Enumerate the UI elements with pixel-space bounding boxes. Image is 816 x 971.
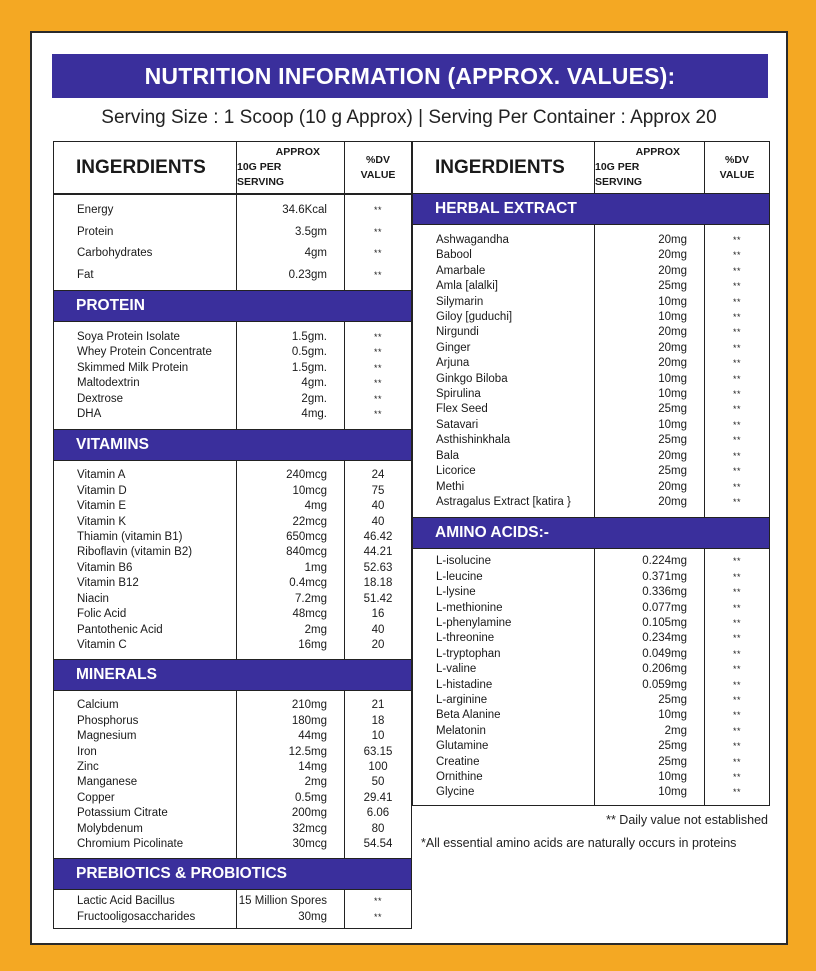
ingredient-name: Fat — [77, 268, 94, 281]
amount-column — [237, 461, 345, 659]
ingredient-amount: 0.059mg — [642, 678, 687, 691]
ingredient-amount: 32mcg — [292, 822, 327, 835]
ingredient-amount: 2gm. — [301, 392, 327, 405]
ingredient-amount: 20mg — [658, 341, 687, 354]
ingredient-dv: 44.21 — [363, 546, 393, 559]
ingredient-dv: 29.41 — [363, 791, 393, 804]
ingredient-dv: ** — [732, 556, 741, 567]
ingredient-name: Niacin — [77, 592, 109, 605]
ingredient-column — [54, 890, 237, 928]
ingredient-dv: ** — [373, 378, 382, 389]
dv-column — [345, 691, 411, 858]
ingredient-amount: 1.5gm. — [291, 361, 327, 374]
ingredient-name: Giloy [guduchi] — [436, 311, 513, 324]
ingredient-name: L-tryptophan — [436, 647, 501, 660]
ingredient-name: Fructooligosaccharides — [77, 910, 196, 923]
dv-column — [345, 461, 411, 659]
ingredient-name: Satavari — [436, 418, 479, 431]
ingredient-name: Ginger — [436, 341, 471, 354]
minerals-block — [53, 690, 412, 859]
ingredient-amount: 10mg — [658, 418, 687, 431]
ingredient-amount: 0.23gm — [288, 268, 327, 281]
header-dv-line2: VALUE — [360, 168, 396, 181]
ingredient-name: Pantothenic Acid — [77, 623, 163, 636]
ingredient-amount: 180mg — [291, 714, 327, 727]
ingredient-dv: ** — [373, 226, 382, 237]
ingredient-name: Dextrose — [77, 392, 124, 405]
ingredient-name: Magnesium — [77, 730, 137, 743]
ingredient-name: Methi — [436, 480, 465, 493]
ingredient-dv: 20 — [371, 638, 385, 651]
ingredient-name: Arjuna — [436, 357, 470, 370]
ingredient-dv: ** — [732, 481, 741, 492]
ingredient-amount: 210mg — [291, 699, 327, 712]
ingredient-dv: ** — [373, 347, 382, 358]
amount-column — [237, 195, 345, 290]
ingredient-amount: 25mg — [658, 434, 687, 447]
ingredient-column — [413, 225, 595, 517]
ingredient-amount: 4mg — [304, 500, 327, 513]
ingredient-name: Riboflavin (vitamin B2) — [77, 546, 193, 559]
ingredient-name: L-phenylamine — [436, 616, 512, 629]
ingredient-dv: 24 — [371, 469, 385, 482]
ingredient-name: Molybdenum — [77, 822, 143, 835]
ingredient-name: Melatonin — [436, 724, 486, 737]
ingredient-dv: 40 — [371, 500, 385, 513]
ingredient-amount: 0.206mg — [642, 663, 687, 676]
ingredient-name: Creatine — [436, 755, 480, 768]
ingredient-amount: 10mg — [658, 372, 687, 385]
herbal-block — [412, 224, 770, 518]
ingredient-amount: 0.5gm. — [291, 346, 327, 359]
dv-column — [345, 322, 411, 429]
ingredient-name: Manganese — [77, 776, 138, 789]
ingredient-dv: 6.06 — [366, 807, 390, 820]
ingredient-name: Beta Alanine — [436, 709, 501, 722]
ingredient-dv: ** — [732, 741, 741, 752]
ingredient-amount: 0.105mg — [642, 616, 687, 629]
ingredient-name: Iron — [77, 745, 97, 758]
ingredient-dv: ** — [732, 587, 741, 598]
amino-block — [412, 548, 770, 806]
ingredient-name: Spirulina — [436, 388, 481, 401]
table-header — [53, 141, 412, 194]
dv-column — [705, 549, 769, 805]
right-table — [412, 141, 770, 806]
header-dv-line2: VALUE — [719, 168, 755, 181]
page-title: NUTRITION INFORMATION (APPROX. VALUES): — [52, 54, 768, 98]
ingredient-amount: 20mg — [658, 326, 687, 339]
header-dv — [345, 142, 411, 193]
ingredient-dv: ** — [373, 409, 382, 420]
ingredient-name: Vitamin D — [77, 484, 127, 497]
header-ingredients: INGERDIENTS — [54, 142, 237, 193]
ingredient-amount: 20mg — [658, 449, 687, 462]
dv-column — [705, 225, 769, 517]
ingredient-amount: 48mcg — [292, 608, 327, 621]
ingredient-column — [54, 195, 237, 290]
ingredient-dv: ** — [732, 389, 741, 400]
ingredient-dv: ** — [732, 648, 741, 659]
header-approx-line1: APPROX — [635, 146, 680, 158]
ingredient-name: Maltodextrin — [77, 377, 140, 390]
ingredient-amount: 12.5mg — [288, 745, 327, 758]
ingredient-name: Soya Protein Isolate — [77, 331, 180, 343]
ingredient-dv: ** — [373, 393, 382, 404]
ingredient-column — [54, 322, 237, 429]
ingredient-dv: 54.54 — [363, 837, 393, 850]
ingredient-name: Whey Protein Concentrate — [77, 346, 212, 359]
ingredient-amount: 20mg — [658, 495, 687, 508]
ingredient-name: L-arginine — [436, 693, 488, 706]
ingredient-dv: ** — [732, 772, 741, 782]
ingredient-amount: 0.336mg — [642, 586, 687, 599]
ingredient-name: Skimmed Milk Protein — [77, 361, 189, 374]
ingredient-amount: 25mg — [658, 465, 687, 478]
header-approx — [237, 142, 345, 193]
ingredient-name: Vitamin B6 — [77, 561, 133, 574]
ingredient-dv: ** — [732, 633, 741, 644]
ingredient-dv: ** — [732, 342, 741, 353]
ingredient-name: Ornithine — [436, 771, 483, 783]
ingredient-name: Amla [alalki] — [436, 280, 498, 293]
ingredient-column — [413, 549, 595, 805]
ingredient-name: L-isolucine — [436, 555, 491, 568]
ingredient-amount: 30mcg — [292, 837, 327, 850]
section-vitamins-title: VITAMINS — [53, 430, 412, 460]
ingredient-name: L-threonine — [436, 632, 495, 645]
ingredient-amount: 840mcg — [286, 546, 327, 559]
ingredient-name: Flex Seed — [436, 403, 488, 416]
ingredient-amount: 0.234mg — [642, 632, 687, 645]
ingredient-name: DHA — [77, 408, 102, 421]
ingredient-amount: 20mg — [658, 249, 687, 262]
ingredient-name: Vitamin E — [77, 500, 127, 513]
ingredient-name: Energy — [77, 204, 114, 216]
ingredient-dv: 16 — [371, 608, 385, 621]
ingredient-amount: 3.5gm — [295, 225, 327, 238]
ingredient-dv: ** — [732, 466, 741, 477]
ingredient-dv: ** — [732, 235, 741, 245]
ingredient-name: Silymarin — [436, 295, 484, 308]
ingredient-dv: ** — [373, 896, 382, 907]
nutrition-panel — [30, 31, 788, 945]
ingredient-dv: 18.18 — [363, 577, 393, 590]
ingredient-dv: ** — [732, 435, 741, 446]
ingredient-name: Amarbale — [436, 264, 486, 277]
basic-block — [53, 194, 412, 291]
ingredient-dv: 21 — [371, 699, 385, 712]
ingredient-name: Nirgundi — [436, 326, 479, 339]
ingredient-amount: 14mg — [298, 760, 327, 773]
ingredient-dv: ** — [732, 419, 741, 430]
ingredient-dv: ** — [732, 358, 741, 369]
ingredient-amount: 4gm. — [301, 377, 327, 390]
ingredient-amount: 1mg — [304, 561, 327, 574]
section-prebiotics-title: PREBIOTICS & PROBIOTICS — [53, 859, 412, 889]
ingredient-dv: 75 — [371, 484, 385, 497]
ingredient-dv: ** — [373, 332, 382, 342]
ingredient-name: L-lysine — [436, 586, 476, 599]
amount-column — [595, 225, 705, 517]
ingredient-amount: 0.077mg — [642, 601, 687, 614]
ingredient-dv: ** — [732, 296, 741, 307]
ingredient-amount: 7.2mg — [295, 592, 327, 605]
ingredient-amount: 25mg — [658, 740, 687, 753]
ingredient-amount: 20mg — [658, 234, 687, 246]
ingredient-name: Astragalus Extract [katira } — [436, 495, 571, 508]
ingredient-name: Phosphorus — [77, 714, 139, 727]
ingredient-name: Chromium Picolinate — [77, 837, 184, 850]
section-protein-title: PROTEIN — [53, 291, 412, 321]
ingredient-dv: ** — [373, 362, 382, 373]
ingredient-name: Ginkgo Biloba — [436, 372, 508, 385]
ingredient-name: Thiamin (vitamin B1) — [77, 531, 183, 544]
ingredient-name: L-histadine — [436, 678, 493, 691]
ingredient-name: Carbohydrates — [77, 247, 153, 259]
ingredient-dv: ** — [732, 250, 741, 261]
ingredient-dv: ** — [732, 710, 741, 721]
ingredient-amount: 2mg — [304, 623, 327, 636]
ingredient-name: Glycine — [436, 786, 475, 799]
ingredient-name: Copper — [77, 791, 115, 804]
ingredient-dv: 10 — [371, 730, 385, 743]
ingredient-amount: 10mg — [658, 709, 687, 722]
header-approx-line1: APPROX — [275, 146, 320, 158]
ingredient-amount: 0.049mg — [642, 647, 687, 660]
section-herbal-title: HERBAL EXTRACT — [412, 194, 770, 224]
ingredient-amount: 0.224mg — [642, 555, 687, 568]
ingredient-amount: 30mg — [298, 910, 327, 923]
ingredient-dv: 100 — [368, 760, 388, 773]
ingredient-amount: 25mg — [658, 755, 687, 768]
ingredient-name: Potassium Citrate — [77, 807, 168, 820]
ingredient-name: Vitamin A — [77, 469, 126, 482]
ingredient-amount: 0.5mg — [295, 791, 327, 804]
ingredient-name: Zinc — [77, 760, 99, 773]
ingredient-amount: 10mg — [658, 771, 687, 783]
ingredient-dv: 63.15 — [363, 745, 393, 758]
amount-column — [237, 890, 345, 928]
ingredient-amount: 25mg — [658, 280, 687, 293]
header-approx-line2: 10G PER SERVING — [237, 161, 285, 188]
prebiotics-block — [53, 889, 412, 929]
dv-column — [345, 195, 411, 290]
ingredient-dv: 51.42 — [363, 592, 393, 605]
ingredient-dv: ** — [373, 205, 382, 215]
ingredient-dv: 40 — [371, 623, 385, 636]
header-approx — [595, 142, 705, 193]
ingredient-amount: 15 Million Spores — [238, 895, 327, 908]
ingredient-dv: ** — [732, 617, 741, 628]
ingredient-amount: 16mg — [298, 638, 327, 651]
ingredient-amount: 10mg — [658, 388, 687, 401]
ingredient-dv: ** — [732, 281, 741, 292]
ingredient-amount: 240mcg — [286, 469, 327, 482]
ingredient-amount: 10mg — [658, 295, 687, 308]
amino-footnote: *All essential amino acids are naturally occurs in proteins — [421, 836, 737, 850]
ingredient-amount: 2mg — [304, 776, 327, 789]
ingredient-name: L-valine — [436, 663, 477, 676]
table-header — [412, 141, 770, 194]
ingredient-amount: 10mg — [658, 311, 687, 324]
amount-column — [237, 322, 345, 429]
ingredient-name: Vitamin B12 — [77, 577, 139, 590]
ingredient-name: Vitamin C — [77, 638, 127, 651]
ingredient-amount: 0.371mg — [642, 570, 687, 583]
ingredient-dv: ** — [373, 269, 382, 280]
header-dv-line1: %DV — [366, 153, 390, 166]
ingredient-column — [54, 691, 237, 858]
ingredient-amount: 10mg — [658, 786, 687, 799]
ingredient-dv: ** — [732, 725, 741, 736]
section-minerals-title: MINERALS — [53, 660, 412, 690]
serving-info: Serving Size : 1 Scoop (10 g Approx) | Serving Per Container : Approx 20 — [101, 107, 717, 128]
ingredient-dv: ** — [732, 373, 741, 384]
ingredient-amount: 1.5gm. — [291, 331, 327, 343]
ingredient-name: Protein — [77, 225, 114, 238]
protein-block — [53, 321, 412, 430]
ingredient-amount: 4gm — [304, 247, 327, 259]
ingredient-dv: ** — [373, 248, 382, 258]
ingredient-dv: 52.63 — [363, 561, 393, 574]
ingredient-dv: 50 — [371, 776, 385, 789]
ingredient-amount: 25mg — [658, 403, 687, 416]
ingredient-dv: ** — [732, 571, 741, 582]
ingredient-dv: ** — [732, 450, 741, 461]
ingredient-amount: 20mg — [658, 264, 687, 277]
ingredient-column — [54, 461, 237, 659]
header-dv-line1: %DV — [725, 153, 749, 166]
ingredient-amount: 25mg — [658, 693, 687, 706]
left-table — [53, 141, 412, 929]
amount-column — [237, 691, 345, 858]
header-dv — [705, 142, 769, 193]
ingredient-dv: 18 — [371, 714, 385, 727]
ingredient-name: Babool — [436, 249, 472, 262]
ingredient-dv: ** — [732, 312, 741, 323]
ingredient-amount: 20mg — [658, 357, 687, 370]
ingredient-dv: ** — [373, 911, 382, 922]
ingredient-name: Folic Acid — [77, 608, 127, 621]
ingredient-name: Glutamine — [436, 740, 489, 753]
amount-column — [595, 549, 705, 805]
ingredient-dv: ** — [732, 265, 741, 276]
vitamins-block — [53, 460, 412, 660]
ingredient-dv: ** — [732, 327, 741, 338]
dv-column — [345, 890, 411, 928]
ingredient-name: Bala — [436, 449, 460, 462]
ingredient-amount: 34.6Kcal — [282, 204, 327, 216]
ingredient-amount: 22mcg — [292, 515, 327, 528]
ingredient-dv: ** — [732, 664, 741, 675]
ingredient-amount: 2mg — [664, 724, 687, 737]
section-amino-title: AMINO ACIDS:- — [412, 518, 770, 548]
ingredient-amount: 650mcg — [286, 531, 327, 544]
ingredient-dv: 40 — [371, 515, 385, 528]
ingredient-name: Asthishinkhala — [436, 434, 511, 447]
ingredient-dv: ** — [732, 404, 741, 415]
ingredient-name: L-methionine — [436, 601, 503, 614]
ingredient-dv: ** — [732, 679, 741, 690]
ingredient-amount: 0.4mcg — [289, 577, 327, 590]
ingredient-dv: ** — [732, 756, 741, 767]
ingredient-dv: ** — [732, 787, 741, 798]
ingredient-dv: ** — [732, 694, 741, 705]
ingredient-name: L-leucine — [436, 570, 483, 583]
ingredient-dv: 46.42 — [363, 531, 393, 544]
ingredient-amount: 200mg — [291, 807, 327, 820]
dv-footnote: ** Daily value not established — [606, 813, 768, 827]
header-approx-line2: 10G PER SERVING — [595, 161, 643, 188]
ingredient-name: Ashwagandha — [436, 234, 509, 246]
ingredient-dv: ** — [732, 602, 741, 613]
ingredient-amount: 10mcg — [292, 484, 327, 497]
header-ingredients: INGERDIENTS — [413, 142, 595, 193]
ingredient-amount: 4mg. — [301, 408, 327, 421]
ingredient-dv: ** — [732, 496, 741, 507]
ingredient-amount: 20mg — [658, 480, 687, 493]
ingredient-name: Lactic Acid Bacillus — [77, 895, 175, 908]
ingredient-dv: 80 — [371, 822, 385, 835]
ingredient-name: Licorice — [436, 465, 476, 478]
ingredient-name: Vitamin K — [77, 515, 127, 528]
ingredient-name: Calcium — [77, 699, 119, 712]
ingredient-amount: 44mg — [298, 730, 327, 743]
